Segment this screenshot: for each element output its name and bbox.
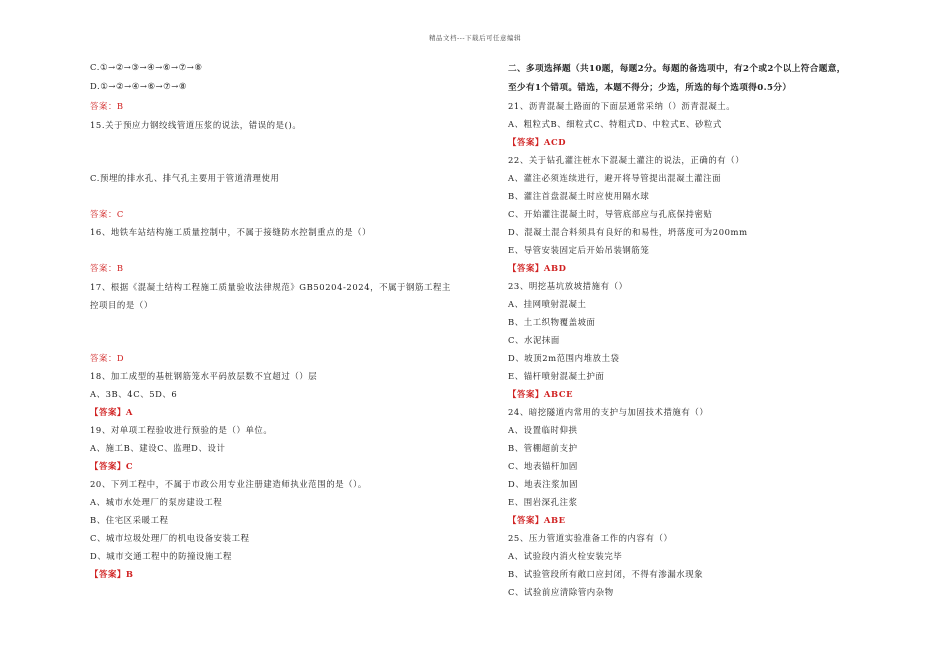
text-line: A、城市水处理厂的泵房建设工程 <box>90 497 223 507</box>
text-line: 23、明挖基坑放坡措施有（） <box>508 281 628 291</box>
text-line: A、粗粒式B、细粒式C、特粗式D、中粒式E、砂粒式 <box>508 119 722 129</box>
text-line: B、住宅区采暖工程 <box>90 515 169 525</box>
text-line: C、开始灌注混凝土时，导管底部应与孔底保持密贴 <box>508 209 713 219</box>
text-line: E、锚杆喷射混凝土护面 <box>508 371 605 381</box>
answer-line: 答案：D <box>90 353 125 363</box>
text-line: D.①→②→④→⑥→⑦→⑧ <box>90 81 188 91</box>
text-line: 16、地铁车站结构施工质量控制中，不属于接缝防水控制重点的是（） <box>90 227 372 237</box>
text-line: C、水泥抹面 <box>508 335 560 345</box>
text-line: B、试验管段所有敞口应封闭，不得有渗漏水现象 <box>508 569 704 579</box>
text-line: C、试验前应清除管内杂物 <box>508 587 614 597</box>
text-line: 15.关于预应力钢绞线管道压浆的说法，错误的是()。 <box>90 120 302 130</box>
text-line: B、灌注首盘混凝土时应使用隔水球 <box>508 191 650 201</box>
text-line: 24、暗挖隧道内常用的支护与加固技术措施有（） <box>508 407 709 417</box>
text-line: C.预埋的排水孔、排气孔主要用于管道清理使用 <box>90 173 280 183</box>
text-line: 17、根据《混凝土结构工程施工质量验收法律规范》GB50204-2024，不属于钢筋工程主 <box>90 282 451 292</box>
text-line: C.①→②→③→④→⑥→⑦→⑧ <box>90 62 203 72</box>
answer-line: 【答案】ACD <box>508 137 567 147</box>
text-line: A、3B、4C、5D、6 <box>90 389 178 399</box>
text-line: 22、关于钻孔灌注桩水下混凝土灌注的说法，正确的有（） <box>508 155 745 165</box>
text-line: D、坡顶2m范围内堆放土袋 <box>508 353 620 363</box>
text-line: E、导管安装固定后开始吊装钢筋笼 <box>508 245 650 255</box>
answer-line: 【答案】ABD <box>508 263 567 273</box>
answer-line: 【答案】ABCE <box>508 389 574 399</box>
section-heading: 二、多项选择题（共10题，每题2分。每题的备选项中，有2个或2个以上符合题意， <box>508 64 846 74</box>
text-line: 20、下列工程中，不属于市政公用专业注册建造师执业范围的是（）。 <box>90 479 367 489</box>
text-line: 19、对单项工程验收进行预验的是（）单位。 <box>90 425 273 435</box>
text-line: B、土工织物覆盖坡面 <box>508 317 596 327</box>
answer-line: 【答案】A <box>90 407 133 417</box>
answer-line: 答案：C <box>90 209 124 219</box>
page-header: 精品文档---下载后可任意编辑 <box>428 34 522 42</box>
text-line: 18、加工成型的基桩钢筋笼水平码放层数不宜超过（）层 <box>90 371 318 381</box>
section-heading: 至少有1个错项。错选，本题不得分；少选，所选的每个选项得0.5分） <box>508 83 792 93</box>
answer-line: 答案：B <box>90 263 124 273</box>
answer-line: 答案：B <box>90 101 124 111</box>
text-line: C、地表锚杆加固 <box>508 461 578 471</box>
text-line: A、设置临时仰拱 <box>508 425 578 435</box>
text-line: 25、压力管道实验准备工作的内容有（） <box>508 533 673 543</box>
text-line: A、试验段内消火栓安装完毕 <box>508 551 623 561</box>
text-line: D、城市交通工程中的防撞设施工程 <box>90 551 232 561</box>
text-line: C、城市垃圾处理厂的机电设备安装工程 <box>90 533 250 543</box>
text-line: D、地表注浆加固 <box>508 479 579 489</box>
text-line: D、混凝土混合料须具有良好的和易性，坍落度可为200mm <box>508 227 748 237</box>
text-line: 21、沥青混凝土路面的下面层通常采纳（）沥青混凝土。 <box>508 101 736 111</box>
text-line: B、管棚超前支护 <box>508 443 578 453</box>
answer-line: 【答案】ABE <box>508 515 566 525</box>
text-line: A、灌注必须连续进行，避开将导管提出混凝土灌注面 <box>508 173 722 183</box>
answer-line: 【答案】B <box>90 569 134 579</box>
text-line: A、挂网喷射混凝土 <box>508 299 587 309</box>
text-line: 控项目的是（） <box>90 300 153 310</box>
text-line: A、施工B、建设C、监理D、设计 <box>90 443 226 453</box>
answer-line: 【答案】C <box>90 461 134 471</box>
text-line: E、围岩深孔注浆 <box>508 497 578 507</box>
